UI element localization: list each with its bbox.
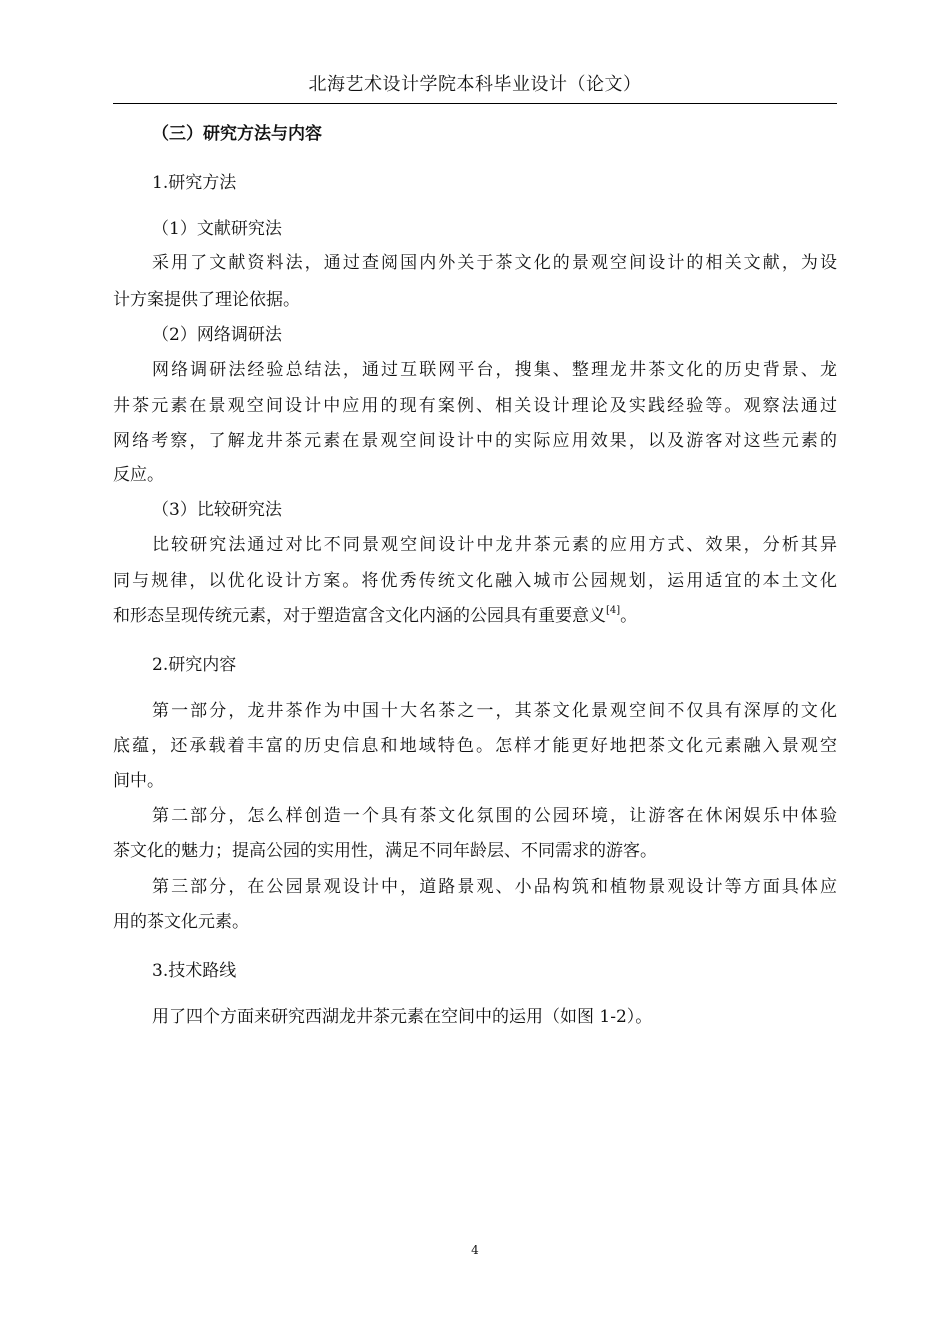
part1-paragraph-line: 间中。 xyxy=(113,771,164,791)
literature-paragraph-line: 采用了文献资料法，通过查阅国内外关于茶文化的景观空间设计的相关文献，为设 xyxy=(152,253,837,273)
comparison-paragraph-text: 和形态呈现传统元素，对于塑造富含文化内涵的公园具有重要意义 xyxy=(113,606,606,626)
part1-paragraph-line: 第一部分，龙井茶作为中国十大名茶之一，其茶文化景观空间不仅具有深厚的文化 xyxy=(152,701,837,721)
header-divider xyxy=(113,103,837,104)
network-paragraph-line: 井茶元素在景观空间设计中应用的现有案例、相关设计理论及实践经验等。观察法通过 xyxy=(113,396,837,416)
content-heading: 2.研究内容 xyxy=(152,655,237,675)
citation-reference: [4] xyxy=(606,605,621,616)
comparison-paragraph-last-line xyxy=(113,599,837,633)
network-paragraph-line: 反应。 xyxy=(113,465,164,485)
network-paragraph-line: 网络考察，了解龙井茶元素在景观空间设计中的实际应用效果，以及游客对这些元素的 xyxy=(113,431,837,451)
network-method-heading: （2）网络调研法 xyxy=(152,325,282,345)
comparison-method-heading: （3）比较研究法 xyxy=(152,500,282,520)
section-heading: （三）研究方法与内容 xyxy=(152,124,322,144)
methods-heading: 1.研究方法 xyxy=(152,173,237,193)
comparison-paragraph-line: 比较研究法通过对比不同景观空间设计中龙井茶元素的应用方式、效果，分析其异 xyxy=(152,535,837,555)
part3-paragraph-line: 第三部分，在公园景观设计中，道路景观、小品构筑和植物景观设计等方面具体应 xyxy=(152,877,837,897)
route-paragraph: 用了四个方面来研究西湖龙井茶元素在空间中的运用（如图 1-2）。 xyxy=(152,1007,653,1027)
sentence-end: 。 xyxy=(620,606,638,626)
literature-paragraph-line: 计方案提供了理论依据。 xyxy=(113,290,300,310)
comparison-paragraph-line: 同与规律，以优化设计方案。将优秀传统文化融入城市公园规划，运用适宜的本土文化 xyxy=(113,571,837,591)
thesis-header-title: 北海艺术设计学院本科毕业设计（论文） xyxy=(308,74,642,95)
part3-paragraph-line: 用的茶文化元素。 xyxy=(113,912,249,932)
part2-paragraph-line: 第二部分，怎么样创造一个具有茶文化氛围的公园环境，让游客在休闲娱乐中体验 xyxy=(152,806,837,826)
network-paragraph-line: 网络调研法经验总结法，通过互联网平台，搜集、整理龙井茶文化的历史背景、龙 xyxy=(152,360,837,380)
page-number: 4 xyxy=(471,1243,479,1257)
literature-method-heading: （1）文献研究法 xyxy=(152,219,282,239)
route-heading: 3.技术路线 xyxy=(152,961,237,981)
part2-paragraph-line: 茶文化的魅力；提高公园的实用性，满足不同年龄层、不同需求的游客。 xyxy=(113,841,657,861)
part1-paragraph-line: 底蕴，还承载着丰富的历史信息和地域特色。怎样才能更好地把茶文化元素融入景观空 xyxy=(113,736,837,756)
